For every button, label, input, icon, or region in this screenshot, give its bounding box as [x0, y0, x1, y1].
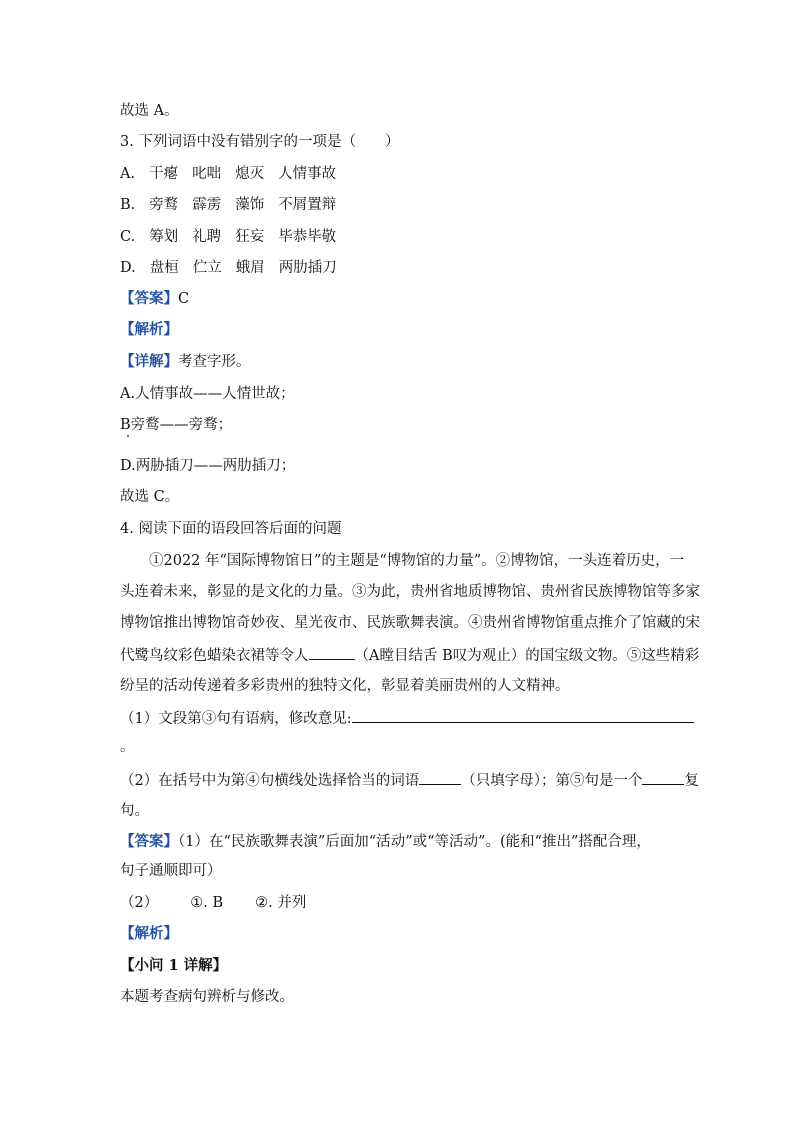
passage-line-3: 博物馆推出博物馆奇妙夜、星光夜市、民族歌舞表演。④贵州省博物馆重点推介了馆藏的宋 [120, 615, 700, 631]
question-4-stem: 4. 阅读下面的语段回答后面的问题 [120, 521, 342, 537]
analysis-2-line [120, 924, 178, 944]
answer-2-line: 【答案】（1）在“民族歌舞表演”后面加“活动”或“等活动”。(能和“推出”搭配合理， [120, 834, 651, 850]
detail-tag: 【详解】 [120, 354, 178, 370]
stray-dot-mark [127, 435, 129, 437]
last-line: 本题考查病句辨析与修改。 [120, 989, 294, 1005]
answer-blank-1 [352, 708, 694, 723]
analysis-line [120, 320, 178, 340]
sub-question-2: （2）在括号中为第④句横线处选择恰当的词语 （只填字母）；第⑤句是一个 复 [120, 770, 699, 791]
option-a: A. 干瘪 叱咄 熄灭 人情事故 [120, 166, 337, 182]
fix-a-line: A.人情事故——人情世故； [120, 386, 295, 402]
fill-blank [309, 645, 355, 660]
question-3-stem: 3. 下列词语中没有错别字的一项是（ ） [120, 134, 400, 150]
passage-line-2: 头连着未来，彰显的是文化的力量。③为此，贵州省地质博物馆、贵州省民族博物馆等多家 [120, 584, 700, 600]
answer-2-continued: 句子通顺即可） [120, 863, 222, 879]
fix-d-line: D.两胁插刀——两肋插刀； [120, 458, 296, 474]
answer-line: 【答案】C [120, 291, 190, 307]
answer-2-part-2: （2） ①. B ②. 并列 [120, 895, 307, 911]
small-question-line: 【小问 1 详解】 [120, 957, 228, 974]
option-d: D. 盘桓 伫立 蛾眉 两肋插刀 [120, 260, 337, 276]
conclusion-line: 故选 A。 [120, 103, 179, 119]
sub-question-1-end: 。 [120, 739, 135, 755]
answer-blank-2 [419, 770, 461, 785]
fix-b-line: B旁鹜——旁骛； [120, 417, 233, 433]
passage-line-5: 纷呈的活动传递着多彩贵州的独特文化，彰显着美丽贵州的人文精神。 [120, 678, 570, 694]
answer-tag: 【答案】 [120, 291, 178, 307]
option-c: C. 筹划 礼聘 狂妄 毕恭毕敬 [120, 229, 337, 245]
analysis-tag: 【解析】 [120, 322, 178, 338]
analysis-tag-2: 【解析】 [120, 926, 178, 942]
passage-line-4: 代鹭鸟纹彩色蜡染衣裙等令人 （A瞠目结舌 B叹为观止）的国宝级文物。⑤这些精彩 [120, 645, 699, 666]
answer-blank-3 [642, 770, 684, 785]
sub-question-1: （1）文段第③句有语病，修改意见: [120, 708, 694, 729]
detail-line: 【详解】考查字形。 [120, 354, 251, 370]
sub-question-2-end: 句。 [120, 803, 149, 819]
answer-tag-2: 【答案】 [120, 834, 178, 850]
passage-line-1: ①2022 年“国际博物馆日”的主题是“博物馆的力量”。②博物馆，一头连着历史，一 [149, 553, 685, 569]
option-b: B. 旁鹜 霹雳 藻饰 不屑置辩 [120, 197, 337, 213]
conclusion-c-line: 故选 C。 [120, 489, 180, 505]
